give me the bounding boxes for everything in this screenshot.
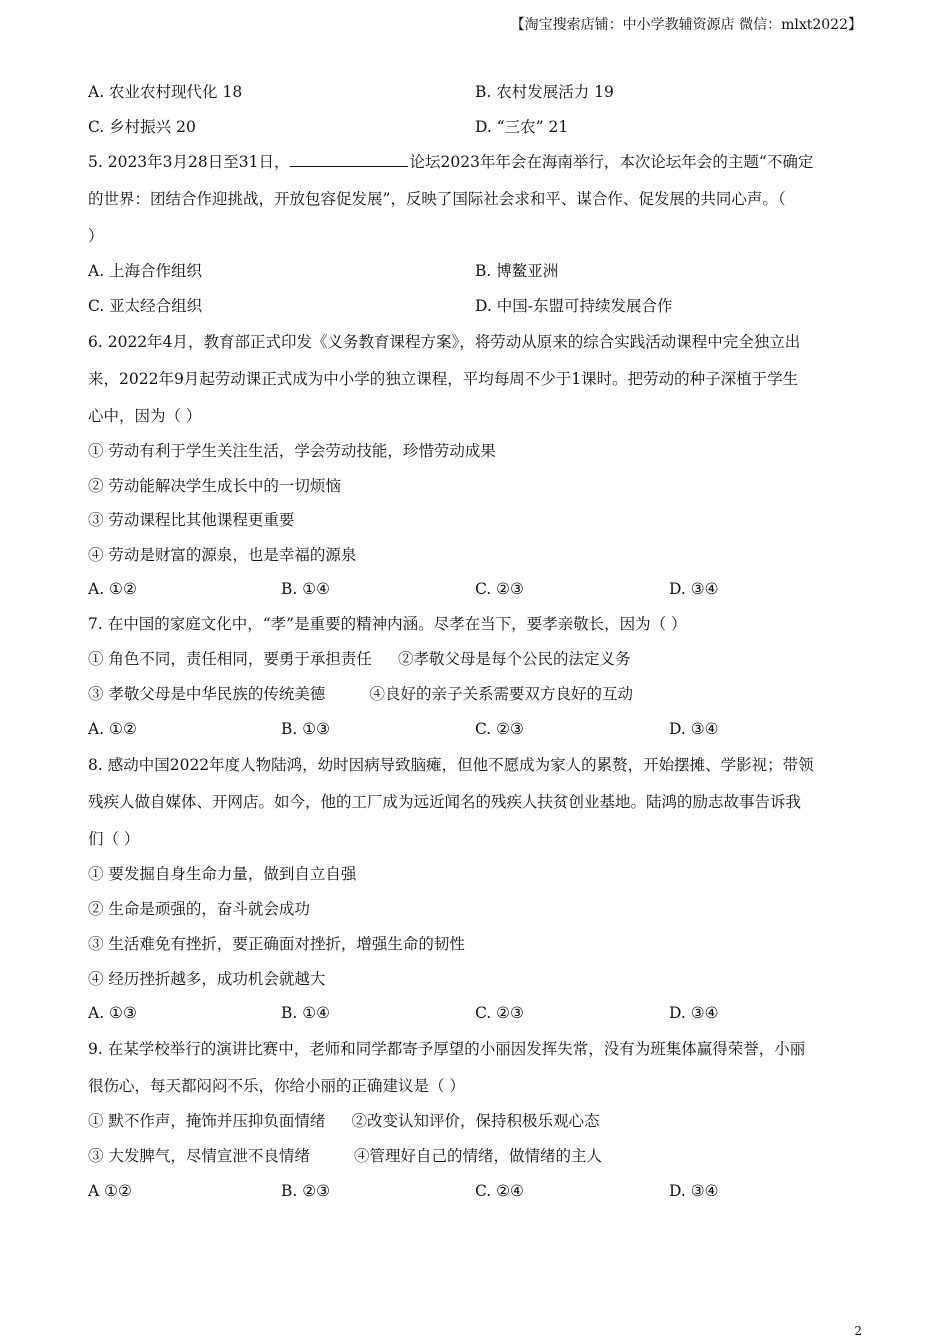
q8-statement-1: ① 要发掘自身生命力量，做到自立自强 xyxy=(88,865,357,883)
q6-option-d: D. ③④ xyxy=(669,580,719,598)
q5-stem-part-2: 论坛2023年年会在海南举行，本次论坛年会的主题“不确定 xyxy=(409,153,814,171)
q7-statements-row-1 xyxy=(88,649,630,669)
q8-option-b: B. ①④ xyxy=(281,1004,331,1022)
q6-stem-line-2: 来，2022年9月起劳动课正式成为中小学的独立课程，平均每周不少于1课时。把劳动的种子深植于学生 xyxy=(88,370,799,388)
q7-option-a: A. ①② xyxy=(88,720,137,738)
page-number: 2 xyxy=(854,1324,862,1338)
q6-statement-4: ④ 劳动是财富的源泉，也是幸福的源泉 xyxy=(88,546,357,564)
q5-stem-part-1: 5. 2023年3月28日至31日， xyxy=(88,153,290,171)
q6-stem-line-1: 6. 2022年4月，教育部正式印发《义务教育课程方案》，将劳动从原来的综合实践活动课程中完全独立出 xyxy=(88,333,801,351)
q5-option-b: B. 博鳌亚洲 xyxy=(475,262,559,280)
q8-option-c: C. ②③ xyxy=(475,1004,524,1022)
q8-option-a: A. ①③ xyxy=(88,1004,137,1022)
q7-stem-line-1: 7. 在中国的家庭文化中，“孝”是重要的精神内涵。尽孝在当下，要孝亲敬长，因为（ ） xyxy=(88,615,687,633)
q9-option-b: B. ②③ xyxy=(281,1182,331,1200)
q7-option-b: B. ①③ xyxy=(281,720,331,738)
q9-option-c: C. ②④ xyxy=(475,1182,524,1200)
fill-in-blank xyxy=(290,152,408,167)
q7-statement-1: ① 角色不同，责任相同，要勇于承担责任 xyxy=(88,650,372,668)
q5-option-a: A. 上海合作组织 xyxy=(88,262,203,280)
q9-statement-1: ① 默不作声，掩饰并压抑负面情绪 xyxy=(88,1112,326,1130)
q4-option-d: D. “三农” 21 xyxy=(475,118,569,136)
q9-statement-2: ②改变认知评价，保持积极乐观心态 xyxy=(351,1112,600,1130)
q7-option-c: C. ②③ xyxy=(475,720,524,738)
q9-statement-4: ④管理好自己的情绪，做情绪的主人 xyxy=(353,1147,602,1165)
q5-stem-line-2: 的世界：团结合作迎挑战，开放包容促发展”，反映了国际社会求和平、谋合作、促发展的共同心声。（ xyxy=(88,190,786,208)
q9-stem-line-2: 很伤心，每天都闷闷不乐，你给小丽的正确建议是（ ） xyxy=(88,1077,465,1095)
q9-option-d: D. ③④ xyxy=(669,1182,719,1200)
q8-statement-3: ③ 生活难免有挫折，要正确面对挫折，增强生命的韧性 xyxy=(88,935,465,953)
q6-statement-2: ② 劳动能解决学生成长中的一切烦恼 xyxy=(88,477,341,495)
q8-statement-4: ④ 经历挫折越多，成功机会就越大 xyxy=(88,970,326,988)
q8-stem-line-1: 8. 感动中国2022年度人物陆鸿，幼时因病导致脑瘫，但他不愿成为家人的累赘，开始摆摊、学影视；带领 xyxy=(88,756,814,774)
q7-statements-row-2 xyxy=(88,684,633,704)
q6-option-c: C. ②③ xyxy=(475,580,524,598)
page-header: 【淘宝搜索店铺：中小学教辅资源店 微信：mlxt2022】 xyxy=(510,17,862,33)
q5-stem-line-3: ） xyxy=(88,227,104,245)
q6-stem-line-3: 心中，因为（ ） xyxy=(88,407,202,425)
q8-statement-2: ② 生命是顽强的，奋斗就会成功 xyxy=(88,900,310,918)
q6-statement-3: ③ 劳动课程比其他课程更重要 xyxy=(88,511,295,529)
q8-stem-line-3: 们（ ） xyxy=(88,830,140,848)
q6-statement-1: ① 劳动有利于学生关注生活，学会劳动技能，珍惜劳动成果 xyxy=(88,442,496,460)
q5-option-d: D. 中国-东盟可持续发展合作 xyxy=(475,297,673,315)
q5-stem-line-1 xyxy=(88,152,813,172)
q8-stem-line-2: 残疾人做自媒体、开网店。如今，他的工厂成为远近闻名的残疾人扶贫创业基地。陆鸿的励志故事告诉我 xyxy=(88,793,802,811)
q9-statements-row-1 xyxy=(88,1111,599,1131)
q4-option-b: B. 农村发展活力 19 xyxy=(475,83,614,101)
q7-statement-4: ④良好的亲子关系需要双方良好的互动 xyxy=(369,685,633,703)
q4-option-a: A. 农业农村现代化 18 xyxy=(88,83,243,101)
q9-stem-line-1: 9. 在某学校举行的演讲比赛中，老师和同学都寄予厚望的小丽因发挥失常，没有为班集体赢得荣誉，小丽 xyxy=(88,1040,806,1058)
q6-option-a: A. ①② xyxy=(88,580,137,598)
q9-statements-row-2 xyxy=(88,1146,602,1166)
q4-option-c: C. 乡村振兴 20 xyxy=(88,118,196,136)
q5-option-c: C. 亚太经合组织 xyxy=(88,297,203,315)
q7-statement-3: ③ 孝敬父母是中华民族的传统美德 xyxy=(88,685,326,703)
q6-option-b: B. ①④ xyxy=(281,580,331,598)
q8-option-d: D. ③④ xyxy=(669,1004,719,1022)
q9-statement-3: ③ 大发脾气，尽情宣泄不良情绪 xyxy=(88,1147,310,1165)
q9-option-a: A ①② xyxy=(88,1182,132,1200)
q7-option-d: D. ③④ xyxy=(669,720,719,738)
q7-statement-2: ②孝敬父母是每个公民的法定义务 xyxy=(397,650,631,668)
